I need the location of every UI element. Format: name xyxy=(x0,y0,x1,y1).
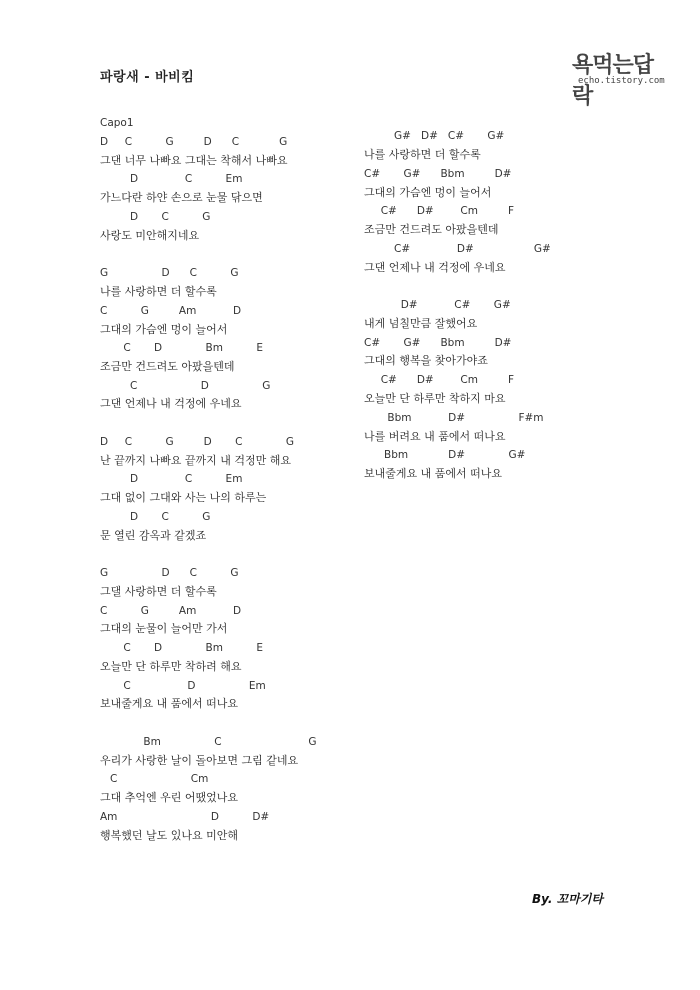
logo-url: echo.tistory.com xyxy=(578,76,665,86)
lyric-line: 그대의 가슴엔 멍이 늘어서 xyxy=(364,186,492,199)
chord-line: C# G# Bbm D# xyxy=(364,337,512,349)
chord-line: C D Em xyxy=(100,680,266,692)
lyric-line: 우리가 사랑한 날이 돌아보면 그림 같네요 xyxy=(100,754,299,767)
lyric-line: 나를 사랑하면 더 할수록 xyxy=(364,148,481,161)
chord-line: Capo1 xyxy=(100,117,134,129)
lyric-line: 보내줄게요 내 품에서 떠나요 xyxy=(364,467,503,480)
lyric-line: 그댄 언제나 내 걱정에 우네요 xyxy=(100,397,242,410)
site-logo xyxy=(572,48,672,109)
chord-line: D C Em xyxy=(100,473,243,485)
lyric-line: 그대의 행복을 찾아가야죠 xyxy=(364,354,488,367)
chord-line: C G Am D xyxy=(100,605,242,617)
lyric-line: 나를 사랑하면 더 할수록 xyxy=(100,285,217,298)
lyric-line: 그대의 눈물이 늘어만 가서 xyxy=(100,622,228,635)
chord-line: Bm C G xyxy=(100,736,317,748)
lyric-line: 문 열린 감옥과 같겠죠 xyxy=(100,529,207,542)
chord-line: G D C G xyxy=(100,267,239,279)
lyric-line: 그댄 언제나 내 걱정에 우네요 xyxy=(364,261,506,274)
chord-line: C D G xyxy=(100,380,271,392)
lyric-line: 그대 없이 그대와 사는 나의 하루는 xyxy=(100,491,267,504)
chord-line: C# G# Bbm D# xyxy=(364,168,512,180)
logo-text: 욕먹는답락 xyxy=(572,53,654,109)
lyric-line: 그대 추억엔 우린 어땠었나요 xyxy=(100,791,239,804)
lyric-line: 난 끝까지 나빠요 끝까지 내 걱정만 해요 xyxy=(100,454,291,467)
chord-line: C# D# Cm F xyxy=(364,374,515,386)
chord-line: D C Em xyxy=(100,173,243,185)
lyric-line: 내게 넘칠만큼 잘했어요 xyxy=(364,317,478,330)
chord-line: C# D# Cm F xyxy=(364,205,515,217)
lyric-line: 그댄 너무 나빠요 그대는 착해서 나빠요 xyxy=(100,154,288,167)
chord-line: Am D D# xyxy=(100,811,270,823)
chord-line: C Cm xyxy=(100,773,209,785)
lyric-line: 오늘만 단 하루만 착하려 해요 xyxy=(100,660,242,673)
chord-line: D# C# G# xyxy=(364,299,511,311)
chord-line: C# D# G# xyxy=(364,243,551,255)
lyric-line: 그대의 가슴엔 멍이 늘어서 xyxy=(100,323,228,336)
chord-line: C D Bm E xyxy=(100,342,263,354)
chord-line: D C G D C G xyxy=(100,136,288,148)
author-credit: By. 꼬마기타 xyxy=(532,892,603,906)
lyric-line: 조금만 건드려도 아팠을텐데 xyxy=(100,360,235,373)
chord-line: G D C G xyxy=(100,567,239,579)
chord-line: Bbm D# G# xyxy=(364,449,526,461)
chord-line: Bbm D# F#m xyxy=(364,412,544,424)
lyric-line: 사랑도 미안해지네요 xyxy=(100,229,200,242)
lyric-line: 행복했던 날도 있나요 미안해 xyxy=(100,829,239,842)
chord-line: D C G D C G xyxy=(100,436,294,448)
chord-line: G# D# C# G# xyxy=(364,130,505,142)
chord-line: D C G xyxy=(100,211,211,223)
chord-line: C D Bm E xyxy=(100,642,263,654)
lyric-line: 오늘만 단 하루만 착하지 마요 xyxy=(364,392,506,405)
lyric-line: 조금만 건드려도 아팠을텐데 xyxy=(364,223,499,236)
song-title: 파랑새 - 바비킴 xyxy=(100,70,195,85)
lyric-line: 그댈 사랑하면 더 할수록 xyxy=(100,585,217,598)
chord-line: C G Am D xyxy=(100,305,242,317)
lyric-line: 가느다란 하얀 손으로 눈물 닦으면 xyxy=(100,191,263,204)
lyric-line: 나를 버려요 내 품에서 떠나요 xyxy=(364,430,506,443)
chord-line: D C G xyxy=(100,511,211,523)
lyric-line: 보내줄게요 내 품에서 떠나요 xyxy=(100,697,239,710)
